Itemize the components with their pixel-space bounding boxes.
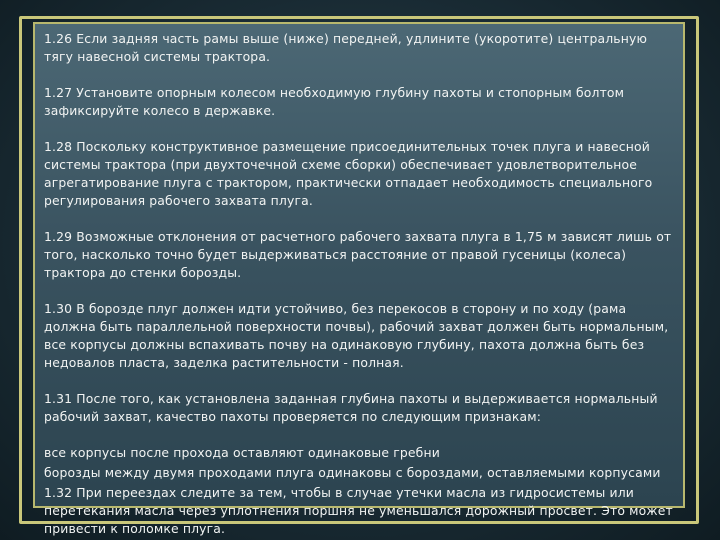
paragraph-1-28: 1.28 Поскольку конструктивное размещение присоединительных точек плуга и навесной системы трактора (при двухточечной схеме сборки) обеспечивает удовлетворительное агрегатирование плуга с трактором, практически отпадает необходимость специального регулирования рабочего захвата плуга. [44, 139, 653, 208]
criteria-item-2: борозды между двумя проходами плуга одинаковы с бороздами, оставляемыми корпусами [44, 465, 661, 480]
paragraph-1-27: 1.27 Установите опорным колесом необходимую глубину пахоты и стопорным болтом зафиксируйте колесо в державке. [44, 85, 625, 118]
paragraph-1-31: 1.31 После того, как установлена заданная глубина пахоты и выдерживается нормальный рабочий захват, качество пахоты проверяется по следующим признакам: [44, 391, 658, 424]
paragraph-1-29: 1.29 Возможные отклонения от расчетного рабочего захвата плуга в 1,75 м зависят лишь от того, насколько точно будет выдерживаться расстояние от правой гусеницы (колеса) трактора до стенки борозды. [44, 229, 672, 280]
paragraph-1-26: 1.26 Если задняя часть рамы выше (ниже) передней, удлините (укоротите) центральную тягу навесной системы трактора. [44, 31, 648, 64]
criteria-item-1: все корпусы после прохода оставляют одинаковые гребни [44, 445, 440, 460]
paragraph-1-30: 1.30 В борозде плуг должен идти устойчиво, без перекосов в сторону и по ходу (рама должна быть параллельной поверхности почвы), рабочий захват должен быть нормальным, все корпусы должны вспахивать почву на одинаковую глубину, пахота должна быть без недовалов пласта, заделка растительности - полная. [44, 301, 669, 370]
paragraph-1-32: 1.32 При переездах следите за тем, чтобы в случае утечки масла из гидросистемы или перетекания масла через уплотнения поршня не уменьшался дорожный просвет. Это может привести к поломке плуга. [44, 485, 673, 536]
text-panel [33, 22, 685, 536]
